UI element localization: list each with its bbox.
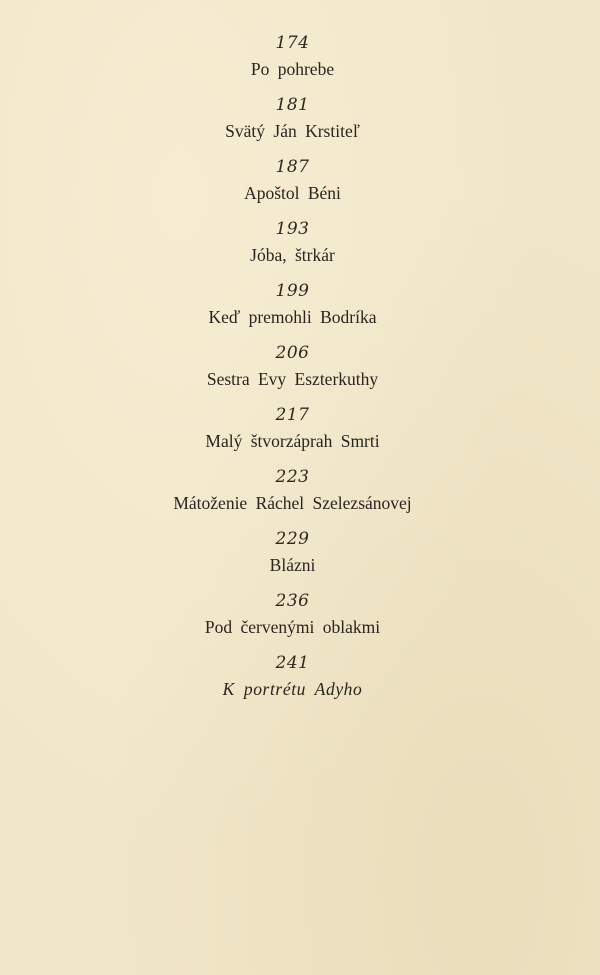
toc-page-number: 174 xyxy=(275,33,310,53)
toc-title: Po pohrebe xyxy=(250,59,335,79)
toc-entry xyxy=(0,216,585,278)
toc-title: Blázni xyxy=(269,555,316,575)
toc-page-number: 223 xyxy=(275,467,310,487)
toc-title: Svätý Ján Krstiteľ xyxy=(225,121,360,141)
toc-entry xyxy=(0,30,585,92)
toc-title: Apoštol Béni xyxy=(244,183,341,203)
toc-entry xyxy=(0,402,585,464)
toc-page-number: 217 xyxy=(275,405,310,425)
toc-title: Malý štvorzáprah Smrti xyxy=(205,431,380,451)
toc-page-number: 236 xyxy=(275,591,310,611)
table-of-contents xyxy=(0,30,585,712)
toc-entry xyxy=(0,92,585,154)
toc-entry xyxy=(0,650,585,712)
toc-page-number: 229 xyxy=(275,529,310,549)
toc-page-number: 241 xyxy=(275,653,310,673)
toc-entry xyxy=(0,526,585,588)
toc-page-number: 199 xyxy=(275,281,310,301)
toc-entry xyxy=(0,340,585,402)
toc-title: Sestra Evy Eszterkuthy xyxy=(206,369,379,389)
toc-title: Jóba, štrkár xyxy=(250,245,335,265)
toc-title: Mátoženie Ráchel Szelezsánovej xyxy=(173,493,412,513)
toc-title: Pod červenými oblakmi xyxy=(204,617,381,637)
toc-entry xyxy=(0,588,585,650)
toc-entry xyxy=(0,278,585,340)
toc-page-number: 181 xyxy=(275,95,310,115)
toc-title: Keď premohli Bodríka xyxy=(208,307,377,327)
toc-page-number: 187 xyxy=(275,157,310,177)
toc-entry xyxy=(0,154,585,216)
toc-entry xyxy=(0,464,585,526)
toc-page-number: 193 xyxy=(275,219,310,239)
toc-title: K portrétu Adyho xyxy=(222,679,363,699)
toc-page-number: 206 xyxy=(275,343,310,363)
